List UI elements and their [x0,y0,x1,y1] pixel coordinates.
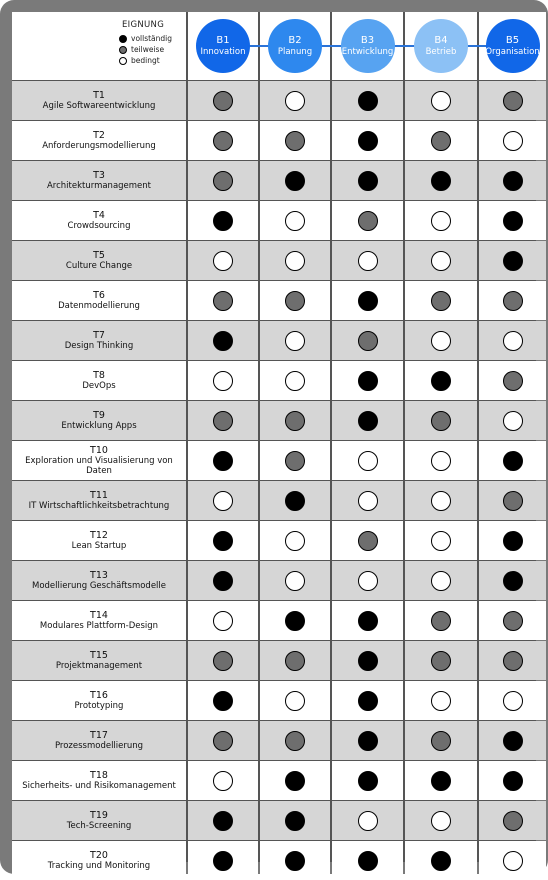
rating-cell [188,401,258,440]
legend-item-limited [119,55,160,66]
row-code: T9 [93,410,105,421]
limited-dot-icon [503,851,523,871]
legend-label: bedingt [131,56,160,65]
rating-cell [260,481,330,520]
full-dot-icon [431,771,451,791]
limited-dot-icon [503,411,523,431]
rating-cell [332,441,403,480]
partial-dot-icon [119,46,127,54]
full-dot-icon [213,531,233,551]
rating-cell [405,721,477,760]
column-badge [341,19,395,73]
row-code: T19 [90,810,108,821]
limited-dot-icon [285,331,305,351]
rating-cell [479,361,546,400]
full-dot-icon [503,771,523,791]
rating-cell [260,361,330,400]
row-code: T10 [90,445,108,456]
rating-cell [479,281,546,320]
full-dot-icon [285,171,305,191]
row-label-t5 [12,241,186,280]
row-name: Tracking und Monitoring [47,861,151,871]
rating-cell [479,721,546,760]
rating-cell [332,601,403,640]
rating-cell [260,161,330,200]
full-dot-icon [213,211,233,231]
rating-cell [479,681,546,720]
row-code: T4 [93,210,105,221]
legend-label: vollständig [131,34,172,43]
rating-cell [332,521,403,560]
full-dot-icon [213,571,233,591]
rating-cell [188,521,258,560]
rating-cell [332,561,403,600]
full-dot-icon [503,211,523,231]
limited-dot-icon [358,251,378,271]
rating-cell [332,481,403,520]
limited-dot-icon [431,571,451,591]
rating-cell [479,201,546,240]
rating-cell [188,641,258,680]
partial-dot-icon [285,731,305,751]
limited-dot-icon [285,91,305,111]
rating-cell [260,201,330,240]
row-name: Design Thinking [64,341,134,351]
rating-cell [405,681,477,720]
partial-dot-icon [503,91,523,111]
rating-cell [405,561,477,600]
full-dot-icon [213,331,233,351]
partial-dot-icon [213,91,233,111]
column-code: B4 [434,35,448,46]
full-dot-icon [285,851,305,871]
rating-cell [405,161,477,200]
rating-cell [332,201,403,240]
limited-dot-icon [119,57,127,65]
row-name: Crowdsourcing [67,221,131,231]
rating-cell [260,121,330,160]
limited-dot-icon [431,531,451,551]
rating-cell [332,121,403,160]
limited-dot-icon [285,531,305,551]
partial-dot-icon [285,411,305,431]
row-label-t3 [12,161,186,200]
column-badge [196,19,250,73]
rating-cell [260,521,330,560]
limited-dot-icon [431,811,451,831]
partial-dot-icon [431,731,451,751]
row-code: T11 [90,490,108,501]
partial-dot-icon [503,651,523,671]
limited-dot-icon [213,251,233,271]
partial-dot-icon [285,651,305,671]
column-header-b3 [332,12,403,80]
limited-dot-icon [503,331,523,351]
row-label-t15 [12,641,186,680]
row-name: Culture Change [65,261,133,271]
column-header-b1 [188,12,258,80]
rating-cell [260,321,330,360]
partial-dot-icon [285,131,305,151]
limited-dot-icon [285,571,305,591]
row-code: T5 [93,250,105,261]
full-dot-icon [285,611,305,631]
legend-title: EIGNUNG [122,20,165,30]
rating-cell [479,761,546,800]
row-label-t1 [12,81,186,120]
rating-cell [332,641,403,680]
full-dot-icon [285,771,305,791]
legend [12,12,186,80]
row-name: Sicherheits- und Risikomanagement [22,781,176,791]
row-name: Tech-Screening [66,821,132,831]
row-label-t8 [12,361,186,400]
partial-dot-icon [285,451,305,471]
full-dot-icon [213,691,233,711]
rating-cell [405,521,477,560]
full-dot-icon [358,611,378,631]
rating-cell [188,161,258,200]
row-name: Prototyping [74,701,124,711]
partial-dot-icon [213,131,233,151]
full-dot-icon [503,531,523,551]
row-name: Lean Startup [71,541,127,551]
rating-cell [188,441,258,480]
rating-cell [479,401,546,440]
rating-cell [332,81,403,120]
column-code: B3 [360,35,375,46]
partial-dot-icon [213,291,233,311]
full-dot-icon [358,371,378,391]
column-header-b4 [405,12,477,80]
row-label-t12 [12,521,186,560]
full-dot-icon [358,651,378,671]
full-dot-icon [358,171,378,191]
column-label: Organisation [485,47,540,57]
rating-cell [188,481,258,520]
rating-cell [405,121,477,160]
column-code: B1 [216,35,230,46]
row-code: T1 [93,90,105,101]
rating-cell [332,161,403,200]
row-code: T7 [93,330,105,341]
row-name: Anforderungsmodellierung [42,141,156,151]
legend-item-partial [119,44,164,55]
row-code: T14 [90,610,108,621]
rating-cell [332,401,403,440]
limited-dot-icon [285,211,305,231]
rating-cell [260,401,330,440]
rating-cell [260,81,330,120]
partial-dot-icon [358,331,378,351]
partial-dot-icon [213,171,233,191]
row-code: T17 [90,730,108,741]
rating-cell [479,121,546,160]
row-label-t18 [12,761,186,800]
row-name: Architekturmanagement [46,181,152,191]
column-badge [414,19,468,73]
limited-dot-icon [431,691,451,711]
row-label-t13 [12,561,186,600]
row-code: T12 [90,530,108,541]
limited-dot-icon [358,491,378,511]
rating-cell [260,561,330,600]
rating-cell [479,841,546,880]
rating-cell [405,761,477,800]
rating-cell [188,561,258,600]
rating-cell [405,241,477,280]
rating-cell [479,801,546,840]
row-code: T3 [93,170,105,181]
full-dot-icon [431,851,451,871]
partial-dot-icon [213,731,233,751]
limited-dot-icon [285,251,305,271]
row-name: Prozessmodellierung [54,741,144,751]
rating-cell [332,241,403,280]
limited-dot-icon [213,771,233,791]
rating-cell [405,321,477,360]
rating-cell [260,721,330,760]
partial-dot-icon [503,611,523,631]
limited-dot-icon [431,91,451,111]
row-label-t19 [12,801,186,840]
column-label: Planung [277,47,313,57]
row-code: T20 [90,850,108,861]
column-header-b5 [479,12,546,80]
partial-dot-icon [503,491,523,511]
row-label-t11 [12,481,186,520]
rating-cell [405,81,477,120]
row-name: Modulares Plattform-Design [39,621,159,631]
rating-cell [188,761,258,800]
full-dot-icon [503,451,523,471]
rating-cell [188,121,258,160]
rating-cell [479,241,546,280]
row-name: Agile Softwareentwicklung [42,101,156,111]
partial-dot-icon [358,531,378,551]
rating-cell [405,401,477,440]
column-label: Innovation [200,47,246,57]
row-code: T13 [90,570,108,581]
rating-cell [405,481,477,520]
rating-cell [260,801,330,840]
partial-dot-icon [431,411,451,431]
full-dot-icon [285,811,305,831]
full-dot-icon [503,731,523,751]
limited-dot-icon [358,811,378,831]
rating-cell [405,601,477,640]
partial-dot-icon [213,651,233,671]
rating-cell [405,801,477,840]
rating-cell [479,441,546,480]
rating-cell [405,361,477,400]
rating-cell [260,601,330,640]
rating-cell [405,441,477,480]
rating-cell [260,281,330,320]
row-label-t4 [12,201,186,240]
rating-cell [260,441,330,480]
limited-dot-icon [213,371,233,391]
full-dot-icon [431,371,451,391]
rating-cell [188,201,258,240]
row-code: T15 [90,650,108,661]
row-label-t17 [12,721,186,760]
full-dot-icon [358,691,378,711]
full-dot-icon [213,851,233,871]
partial-dot-icon [503,371,523,391]
rating-cell [405,201,477,240]
legend-item-full [119,33,172,44]
full-dot-icon [503,571,523,591]
row-code: T2 [93,130,105,141]
rating-cell [479,561,546,600]
full-dot-icon [213,811,233,831]
rating-cell [260,241,330,280]
full-dot-icon [358,91,378,111]
rating-cell [260,641,330,680]
row-label-t7 [12,321,186,360]
partial-dot-icon [285,291,305,311]
rating-cell [479,161,546,200]
rating-cell [188,721,258,760]
column-badge [268,19,322,73]
row-label-t14 [12,601,186,640]
limited-dot-icon [213,491,233,511]
rating-cell [405,281,477,320]
row-label-t9 [12,401,186,440]
full-dot-icon [358,771,378,791]
row-label-t2 [12,121,186,160]
full-dot-icon [503,171,523,191]
full-dot-icon [358,131,378,151]
full-dot-icon [358,411,378,431]
rating-cell [260,841,330,880]
rating-cell [188,241,258,280]
limited-dot-icon [431,211,451,231]
rating-cell [332,281,403,320]
rating-cell [479,601,546,640]
limited-dot-icon [503,691,523,711]
rating-cell [332,321,403,360]
column-badge [486,19,540,73]
partial-dot-icon [358,211,378,231]
rating-cell [479,321,546,360]
full-dot-icon [285,491,305,511]
suitability-matrix [12,12,540,871]
rating-cell [188,841,258,880]
column-label: Betrieb [425,47,457,57]
row-name: IT Wirtschaftlichkeitsbetrachtung [28,501,170,511]
row-name: Exploration und Visualisierung von Daten [25,456,173,476]
legend-label: teilweise [131,45,165,54]
rating-cell [479,81,546,120]
partial-dot-icon [431,651,451,671]
row-label-t6 [12,281,186,320]
column-header-b2 [260,12,330,80]
row-name: Entwicklung Apps [61,421,137,431]
rating-cell [479,641,546,680]
row-label-t20 [12,841,186,880]
rating-cell [332,681,403,720]
full-dot-icon [213,451,233,471]
rating-cell [332,841,403,880]
full-dot-icon [358,291,378,311]
row-code: T16 [90,690,108,701]
partial-dot-icon [431,611,451,631]
rating-cell [260,681,330,720]
column-label: Entwicklung [341,47,394,57]
row-name: Datenmodellierung [58,301,140,311]
limited-dot-icon [358,451,378,471]
rating-cell [405,841,477,880]
rating-cell [479,481,546,520]
row-name: Modellierung Geschäftsmodelle [31,581,167,591]
partial-dot-icon [431,131,451,151]
partial-dot-icon [503,291,523,311]
rating-cell [188,281,258,320]
rating-cell [188,361,258,400]
partial-dot-icon [213,411,233,431]
column-code: B5 [505,35,520,46]
rating-cell [188,321,258,360]
row-code: T6 [93,290,105,301]
row-label-t10 [12,441,186,480]
full-dot-icon [119,35,127,43]
column-code: B2 [288,35,302,46]
row-code: T18 [90,770,108,781]
full-dot-icon [431,171,451,191]
rating-cell [188,801,258,840]
rating-cell [405,641,477,680]
limited-dot-icon [358,571,378,591]
rating-cell [332,761,403,800]
full-dot-icon [358,851,378,871]
limited-dot-icon [431,331,451,351]
rating-cell [188,81,258,120]
partial-dot-icon [503,811,523,831]
limited-dot-icon [213,611,233,631]
limited-dot-icon [431,451,451,471]
rating-cell [479,521,546,560]
limited-dot-icon [285,371,305,391]
limited-dot-icon [503,131,523,151]
rating-cell [332,361,403,400]
rating-cell [188,601,258,640]
full-dot-icon [503,251,523,271]
rating-cell [188,681,258,720]
rating-cell [332,801,403,840]
full-dot-icon [358,731,378,751]
row-code: T8 [93,370,105,381]
row-name: Projektmanagement [55,661,143,671]
rating-cell [332,721,403,760]
row-label-t16 [12,681,186,720]
partial-dot-icon [431,291,451,311]
row-name: DevOps [82,381,116,391]
limited-dot-icon [431,251,451,271]
limited-dot-icon [285,691,305,711]
rating-cell [260,761,330,800]
limited-dot-icon [431,491,451,511]
